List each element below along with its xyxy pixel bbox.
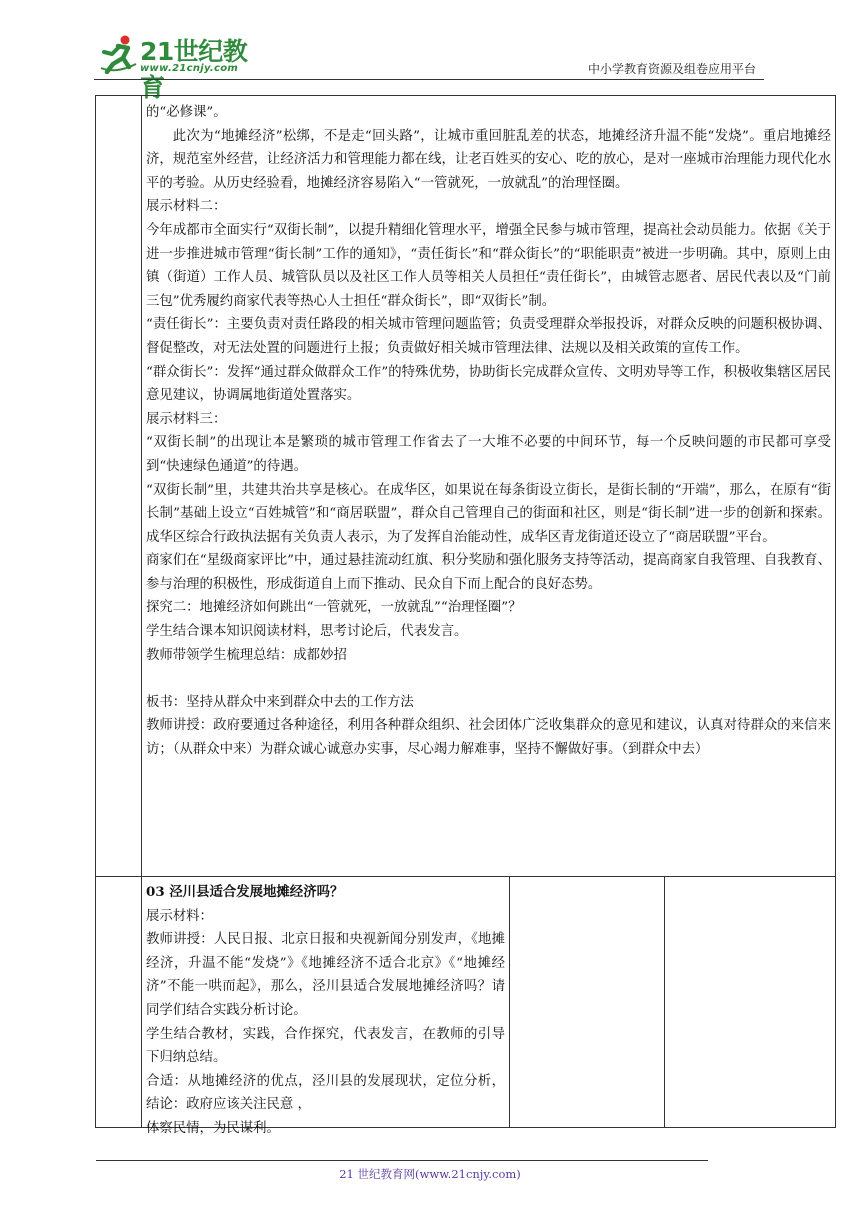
paragraph: 展示材料三： [146,411,227,427]
table-row [96,877,835,1136]
paragraph: 展示材料二： [146,199,227,215]
paragraph: 的“必修课”。 [146,105,227,120]
paragraph: 探究二：地摊经济如何跳出“一管就死，一放就乱”“治理怪圈”？ [146,600,522,616]
table-cell-content [142,877,510,1136]
paragraph: 展示材料： [146,908,213,924]
paragraph: 学生结合课本知识阅读材料，思考讨论后，代表发言。 [146,624,468,640]
table-row [96,96,835,877]
paragraph: 今年成都市全面实行“双街长制”，以提升精细化管理水平，增强全民参与城市管理，提高社会动员能力。依据《关于进一步推进城市管理“街长制”工作的通知》，“责任街长”和“群众街长”的“职能职责”被进一步明确。其中，原则上由镇（街道）工作人员、城管队员以及社区工作人员等相关人员担任“责任街长”，由城管志愿者、居民代表以及“门前三包”优秀履约商家代表等热心人士担任“群众街长”，即“双街长”制。 [146,222,831,309]
paragraph: 商家们在“星级商家评比”中，通过悬挂流动红旗、积分奖励和强化服务支持等活动，提高商家自我管理、自我教育、参与治理的积极性，形成街道自上而下推动、民众自下而上配合的良好态势。 [146,553,831,592]
paragraph: 教师讲授：政府要通过各种途径，利用各种群众组织、社会团体广泛收集群众的意见和建议，认真对待群众的来信来访；（从群众中来）为群众诚心诚意办实事，尽心竭力解难事，坚持不懈做好事。（到群众中去） [146,718,831,758]
paragraph: 此次为“地摊经济”松绑，不是走“回头路”，让城市重回脏乱差的状态，地摊经济升温不能“发烧”。重启地摊经济，规范室外经营，让经济活力和管理能力都在线，让老百姓买的安心、吃的放心，是对一座城市治理能力现代化水平的考验。从历史经验看，地摊经济容易陷入“一管就死，一放就乱”的治理怪圈。 [146,128,831,191]
footer-text: 21 世纪教育网(www.21cnjy.com) [339,1167,521,1181]
paragraph: 合适：从地摊经济的优点，泾川县的发展现状，定位分析，结论：政府应该关注民意 ， [146,1073,505,1113]
paragraph: “双街长制”的出现让本是繁琐的城市管理工作省去了一大堆不必要的中间环节，每一个反映问题的市民都可享受到“快速绿色通道”的待遇。 [146,435,831,474]
logo-url: www.21cnjy.com [140,63,239,74]
paragraph: “责任街长”：主要负责对责任路段的相关城市管理问题监管；负责受理群众举报投诉，对群众反映的问题积极协调、督促整改，对无法处置的问题进行上报；负责做好相关城市管理法律、法规以及相关政策的宣传工作。 [146,317,831,356]
paragraph: 板书：坚持从群众中来到群众中去的工作方法 [146,694,414,710]
table-cell-empty [665,877,835,1127]
platform-name: 中小学教育资源及组卷应用平台 [587,62,756,76]
table-cell-empty [96,877,142,1127]
runner-icon [98,34,138,74]
table-cell-content [142,96,835,876]
header-divider [94,79,764,80]
section-title: 03 泾川县适合发展地摊经济吗？ [146,884,344,900]
footer-divider [96,1160,708,1161]
site-logo [96,30,266,102]
paragraph: 体察民情，为民谋利。 [146,1120,280,1136]
paragraph: 教师带领学生梳理总结：成都妙招 [146,647,347,663]
lesson-table [95,95,836,1136]
table-cell-empty [96,96,142,876]
paragraph: “群众街长”：发挥“通过群众做群众工作”的特殊优势，协助街长完成群众宣传、文明劝导等工作，积极收集辖区居民意见建议，协调属地街道处置落实。 [146,364,831,404]
paragraph [146,667,831,691]
paragraph: 学生结合教材，实践，合作探究，代表发言，在教师的引导下归纳总结。 [146,1026,505,1066]
paragraph: 教师讲授：人民日报、北京日报和央视新闻分别发声，《地摊经济，升温不能“发烧”》《地摊经济不适合北京》《“地摊经济”不能一哄而起》，那么，泾川县适合发展地摊经济吗？请同学们结合实践分析讨论。 [146,932,505,1018]
paragraph: “双街长制”里，共建共治共享是核心。在成华区，如果说在每条街设立街长，是街长制的“开端”，那么，在原有“街长制”基础上设立“百姓城管”和“商居联盟”，群众自己管理自己的街面和社区，则是“街长制”进一步的创新和探索。成华区综合行政执法据有关负责人表示，为了发挥自治能动性，成华区青龙街道还设立了“商居联盟”平台。 [146,482,831,545]
logo-text: 21世纪教育 [140,37,248,102]
table-cell-empty [511,877,665,1127]
